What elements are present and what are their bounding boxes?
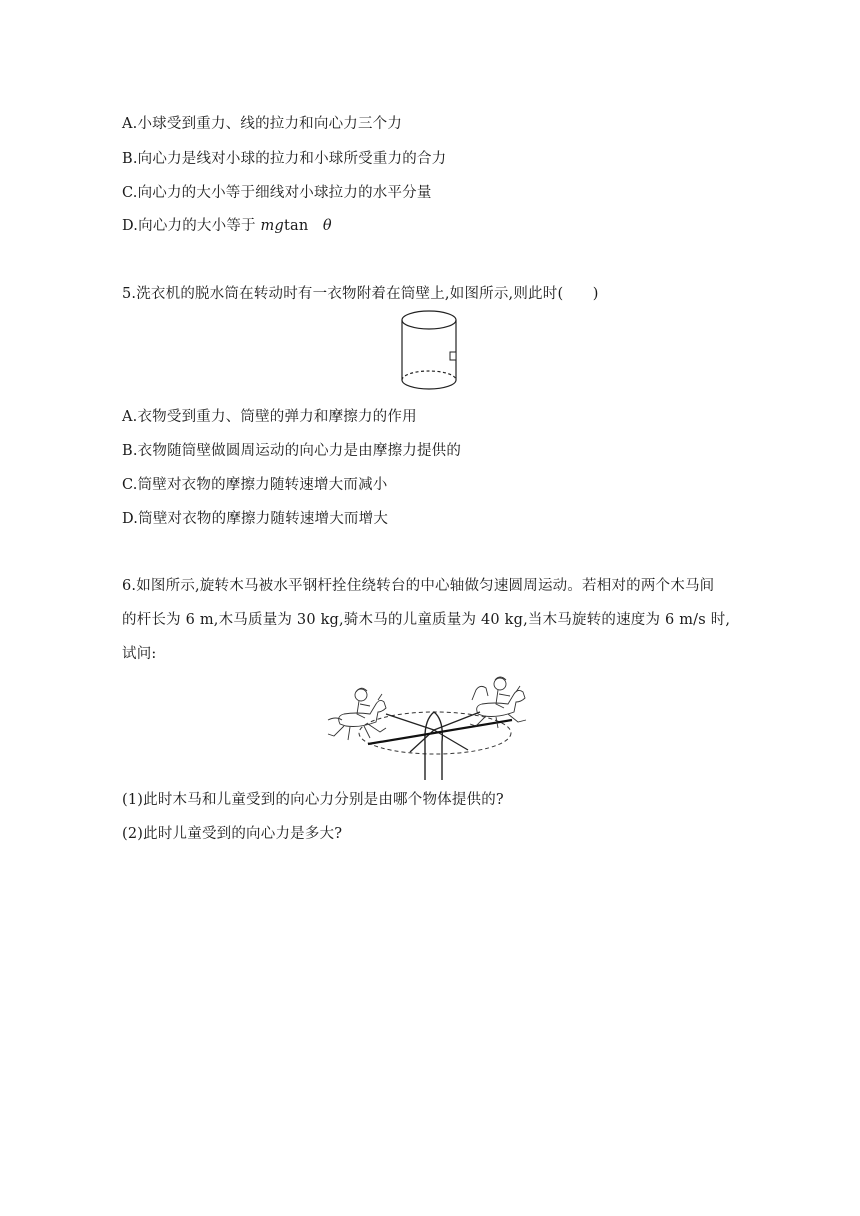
q4-option-d-theta: θ <box>322 218 332 234</box>
carousel-figure <box>320 670 550 780</box>
q4-option-d <box>122 214 332 235</box>
q6-sub1: (1)此时木马和儿童受到的向心力分别是由哪个物体提供的? <box>122 792 504 808</box>
spin-drum-figure <box>396 306 466 400</box>
q5-option-c: C.筒壁对衣物的摩擦力随转速增大而减小 <box>122 477 388 493</box>
q4-option-a: A.小球受到重力、线的拉力和向心力三个力 <box>122 116 403 132</box>
q5-stem: 5.洗衣机的脱水筒在转动时有一衣物附着在筒壁上,如图所示,则此时( ) <box>122 286 599 302</box>
q6-stem-line1: 6.如图所示,旋转木马被水平钢杆拴住绕转台的中心轴做匀速圆周运动。若相对的两个木马间 <box>122 578 715 594</box>
q4-option-b: B.向心力是线对小球的拉力和小球所受重力的合力 <box>122 151 447 167</box>
q6-stem-line3: 试问: <box>122 646 157 662</box>
clothing-block <box>450 352 456 360</box>
q5-option-d: D.筒壁对衣物的摩擦力随转速增大而增大 <box>122 511 389 527</box>
q6-sub2: (2)此时儿童受到的向心力是多大? <box>122 826 343 842</box>
right-horse-rider <box>470 677 526 728</box>
q5-option-b: B.衣物随筒壁做圆周运动的向心力是由摩擦力提供的 <box>122 443 462 459</box>
q4-option-d-prefix: D.向心力的大小等于 <box>122 218 256 234</box>
q4-option-d-mg: mg <box>260 218 284 234</box>
q5-option-a: A.衣物受到重力、筒壁的弹力和摩擦力的作用 <box>122 409 417 425</box>
q4-option-c: C.向心力的大小等于细线对小球拉力的水平分量 <box>122 185 432 201</box>
q4-option-d-tan: tan <box>283 218 309 234</box>
left-horse-rider <box>328 688 386 740</box>
q6-stem-line2: 的杆长为 6 m,木马质量为 30 kg,骑木马的儿童质量为 40 kg,当木马旋转的速度为 6 m/s 时, <box>122 612 731 628</box>
